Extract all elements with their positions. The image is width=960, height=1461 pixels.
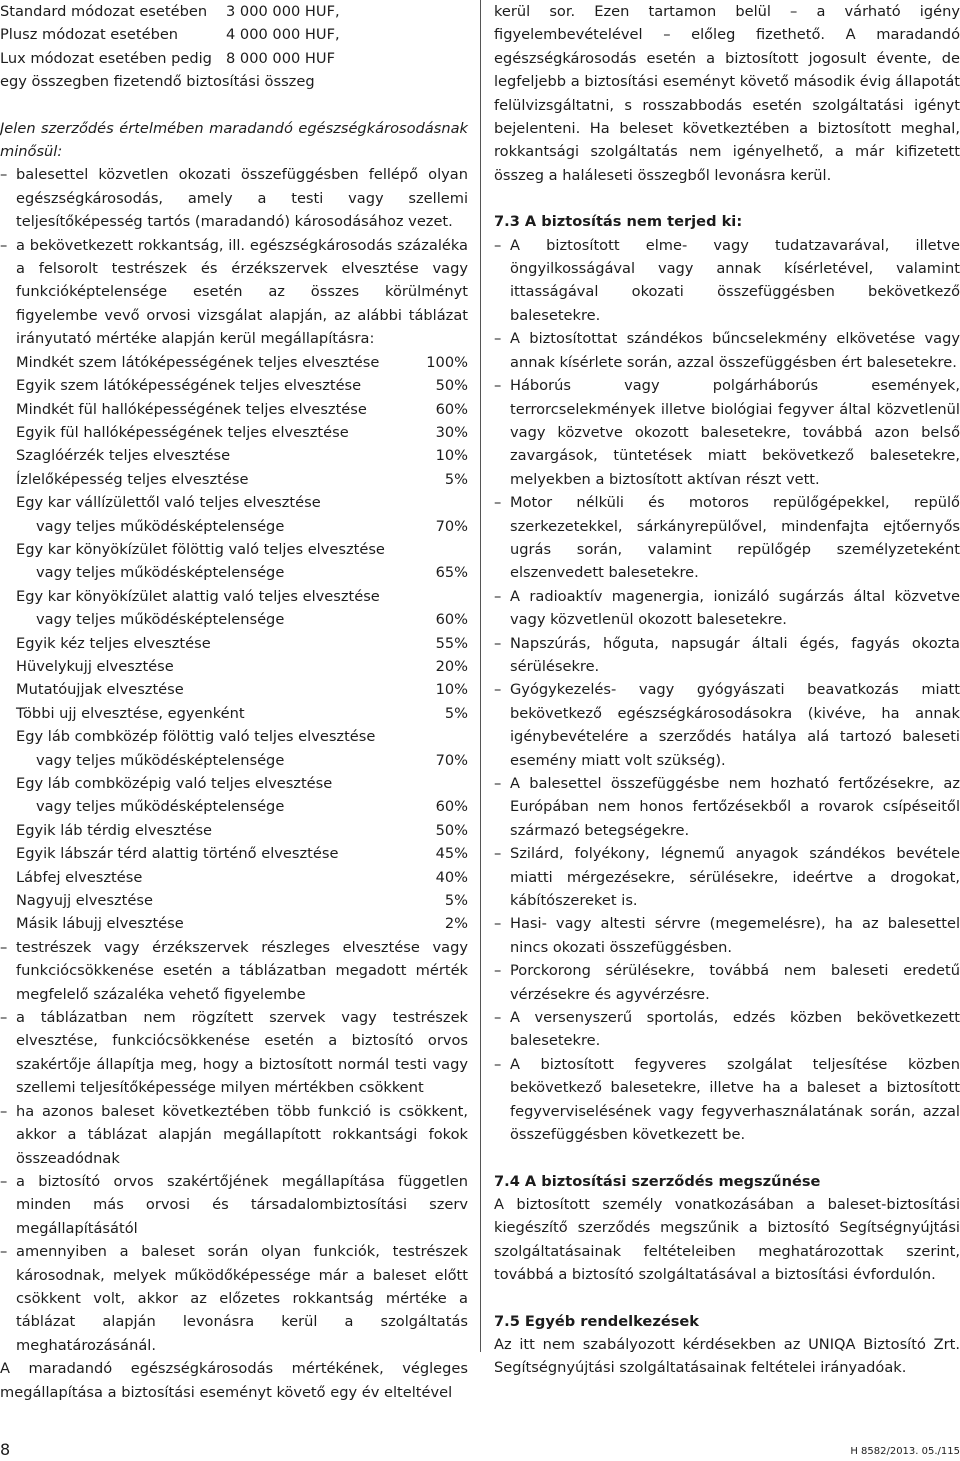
table-row [0,632,468,655]
amount-value: 4 000 000 HUF, [226,26,340,44]
definition-list [0,163,468,350]
table-row [0,795,468,818]
page-number: 8 [0,1440,11,1459]
amount-row [0,0,468,23]
exclusion-item: – A biztosítottat szándékos bűncselekmény elkövetése vagy annak kísérlete során, azzal összefüggésben ért balesetekre. [494,327,960,374]
table-row [0,772,468,795]
right-column [494,0,960,1380]
amount-label: Lux módozat esetében pedig [0,49,212,67]
table-row [0,866,468,889]
table-row [0,608,468,631]
table-row-value: 5% [444,704,468,722]
table-row-value: 5% [444,892,468,910]
table-row-value [408,725,468,748]
table-row-value: 45% [435,845,468,863]
table-row-label: vagy teljes működésképtelensége [36,751,285,769]
table-row [0,725,468,748]
disability-table [0,351,468,936]
exclusion-item: – A balesettel összefüggésbe nem hozható fertőzésekre, az Európában nem honos fertőzésekből a rovarok csípéseitől származó betegségekre. [494,772,960,842]
exclusion-item: – Porckorong sérülésekre, továbbá nem baleseti eredetű vérzésekre és agyvérzésre. [494,959,960,1006]
definition-intro: Jelen szerződés értelmében maradandó egészségkárosodásnak minősül: [0,119,468,161]
table-row-label: vagy teljes működésképtelensége [36,611,285,629]
table-row-label: Egyik lábszár térd alattig történő elvesztése [16,845,339,863]
table-row [0,491,468,514]
table-row-label: Egy kar könyökízület alattig való teljes elvesztése [16,587,380,605]
table-row-value: 60% [435,400,468,418]
table-row [0,912,468,935]
table-row [0,655,468,678]
table-row [0,398,468,421]
exclusion-item: – Napszúrás, hőguta, napsugár általi égés, fagyás okozta sérülésekre. [494,632,960,679]
table-row [0,819,468,842]
table-row [0,374,468,397]
exclusion-item: – A biztosított fegyveres szolgálat teljesítése közben bekövetkező balesetekre, illetve ha a baleset a biztosított fegyverviselésének vagy fegyverhasználatának során, azzal összefüggésben következett be. [494,1053,960,1147]
amount-row [0,23,468,46]
table-row [0,538,468,561]
table-row-label: Ízlelőképesség teljes elvesztése [16,470,249,488]
table-row-label: Mindkét fül hallóképességének teljes elvesztése [16,400,367,418]
amount-note: egy összegben fizetendő biztosítási összeg [0,73,315,91]
table-row-value: 60% [435,611,468,629]
table-row [0,561,468,584]
table-row-label: Egy láb combközépig való teljes elvesztése [16,775,333,792]
exclusion-item: – Szilárd, folyékony, légnemű anyagok szándékos bevétele miatti mérgezésekre, sérülésekre, ideértve a drogokat, kábítószereket is. [494,842,960,912]
table-row-label: Egyik szem látóképességének teljes elvesztése [16,377,362,395]
table-row-value: 70% [435,517,468,535]
rule-item: – a biztosító orvos szakértőjének megállapítása független minden más orvosi és társadalombiztosítási szerv megállapításától [0,1170,468,1240]
exclusion-item: – A versenyszerű sportolás, edzés közben bekövetkezett balesetekre. [494,1006,960,1053]
final-paragraph: A maradandó egészségkárosodás mértékének, végleges megállapítása a biztosítási eseményt követő egy év elteltével [0,1360,468,1401]
exclusion-item: – Gyógykezelés- vagy gyógyászati beavatkozás miatt bekövetkező egészségkárosodásokra (kivéve, ha annak igénybevételére a szerződés hatálya alá tartozó baleseti esemény miatt volt szükség). [494,678,960,772]
table-row-value: 5% [444,470,468,488]
table-row-value: 40% [435,868,468,886]
table-row [0,468,468,491]
table-row [0,702,468,725]
table-row-label: Mutatóujjak elvesztése [16,681,184,699]
rule-item: – a táblázatban nem rögzített szervek vagy testrészek elvesztése, funkciócsökkenése esetén a biztosító orvos szakértője állapítja meg, hogy a biztosított normál testi vagy szellemi teljesítőképessége milyen mértékben csökkent [0,1006,468,1100]
amount-label: Standard módozat esetében [0,3,208,20]
table-row-value: 55% [435,634,468,652]
exclusions-list [494,234,960,1147]
amount-label: Plusz módozat esetében [0,26,179,44]
table-row-label: Nagyujj elvesztése [16,892,153,910]
table-row-value: 65% [435,564,468,582]
definition-item: – balesettel közvetlen okozati összefüggésben fellépő olyan egészségkárosodás, amely a testi vagy szellemi teljesítőképesség tartós (maradandó) károsodásához vezet. [0,163,468,233]
table-row [0,889,468,912]
table-row [0,515,468,538]
section-7-4-title: 7.4 A biztosítási szerződés megszűnése [494,1172,821,1190]
table-row-value: 10% [435,681,468,699]
amount-row [0,47,468,70]
table-row [0,749,468,772]
table-row-label: Egyik láb térdig elvesztése [16,821,213,839]
column-divider [480,0,481,1352]
table-row-label: Szaglóérzék teljes elvesztése [16,447,231,465]
table-row-label: vagy teljes működésképtelensége [36,517,285,535]
exclusion-item: – A biztosított elme- vagy tudatzavarával, illetve öngyilkosságával vagy annak kísérletével, valamint ittasságával okozati összefüggésben bekövetkező balesetekre. [494,234,960,328]
table-row-value: 70% [435,751,468,769]
section-7-4-text: A biztosított személy vonatkozásában a baleset-biztosítási kiegészítő szerződés megszűnik a biztosító Segítségnyújtási szolgáltatásainak feltételeiben meghatározottak szerint, továbbá a biztosító szolgáltatásával a biztosítási évfordulón. [494,1195,960,1284]
table-row [0,421,468,444]
section-7-5-title: 7.5 Egyéb rendelkezések [494,1312,700,1330]
table-row-label: Egy kar vállízülettől való teljes elvesztése [16,494,321,512]
definition-item: – a bekövetkezett rokkantság, ill. egészségkárosodás százaléka a felsorolt testrészek és érzékszervek elvesztése vagy funkcióképtelensége esetén az összes körülményt figyelembe vevő orvosi vizsgálat alapján, az alábbi táblázat irányutató mértéke alapján kerül megállapításra: [0,234,468,351]
table-row-value: 50% [435,821,468,839]
table-row-value [408,491,468,514]
table-row [0,585,468,608]
table-row [0,678,468,701]
document-code: H 8582/2013. 05./115 [850,1446,960,1457]
table-row [0,842,468,865]
table-row-value [408,538,468,561]
table-row-label: Egy láb combközép fölöttig való teljes elvesztése [16,728,376,746]
table-row-label: Többi ujj elvesztése, egyenként [16,704,245,722]
continued-paragraph: kerül sor. Ezen tartamon belül – a várható igény figyelembevételével – előleg fizethető. A maradandó egészségkárosodás esetén a biztosított jogosult évente, de legfeljebb a biztosítási eseményt követő második évig állapotát felülvizsgáltatni, s rosszabbodás esetén szolgáltatási igényt bejelenteni. Ha beleset következtében a biztosított meghal, rokkantsági szolgáltatás nem igényelhető, a már kifizetett összeg a haláleseti összegből levonásra kerül. [494,3,960,184]
table-row-value: 2% [444,915,468,933]
table-row-label: Lábfej elvesztése [16,868,143,886]
table-row-value: 100% [426,353,468,371]
amount-value: 3 000 000 HUF, [226,3,340,20]
table-row-value: 20% [435,657,468,675]
rule-item: – amennyiben a baleset során olyan funkciók, testrészek károsodnak, melyek működőképessége már a baleset előtt csökkent volt, akkor az előzetes rokkantság mértéke a táblázat alapján levonásra kerül a szolgáltatás meghatározásánál. [0,1240,468,1357]
section-7-5-text: Az itt nem szabályozott kérdésekben az UNIQA Biztosító Zrt. Segítségnyújtási szolgáltatásainak feltételei irányadóak. [494,1335,960,1377]
table-row-value [408,772,468,795]
table-row [0,444,468,467]
table-row-label: vagy teljes működésképtelensége [36,798,285,816]
table-row-label: Mindkét szem látóképességének teljes elvesztése [16,353,380,371]
table-row-label: Egy kar könyökízület fölöttig való teljes elvesztése [16,540,385,558]
exclusion-item: – Háborús vagy polgárháborús események, terrorcselekmények illetve biológiai fegyver által közvetlenül vagy közvetve okozott balesetekre, továbbá azon belső zavargások, tüntetések miatt bekövetkező balesetekre, melyekben a biztosított aktívan részt vett. [494,374,960,491]
table-row-value [408,585,468,608]
table-row-label: Másik lábujj elvesztése [16,915,184,933]
amount-value: 8 000 000 HUF [226,49,335,67]
rule-item: – testrészek vagy érzékszervek részleges elvesztése vagy funkciócsökkenése esetén a táblázatban megadott mérték megfelelő százaléka vehető figyelembe [0,936,468,1006]
amounts-list [0,0,468,70]
rule-item: – ha azonos baleset következtében több funkció is csökkent, akkor a táblázat alapján megállapított rokkantsági fokok összeadódnak [0,1100,468,1170]
table-row-value: 10% [435,447,468,465]
exclusion-item: – A radioaktív magenergia, ionizáló sugárzás által közvetve vagy közvetlenül okozott balesetekre. [494,585,960,632]
table-row [0,351,468,374]
table-row-label: vagy teljes működésképtelensége [36,564,285,582]
table-row-value: 60% [435,798,468,816]
left-column [0,0,468,1404]
table-row-value: 30% [435,423,468,441]
table-row-label: Egyik kéz teljes elvesztése [16,634,211,652]
rules-list [0,936,468,1357]
section-7-3-title: 7.3 A biztosítás nem terjed ki: [494,213,743,231]
table-row-label: Egyik fül hallóképességének teljes elvesztése [16,423,349,441]
table-row-value: 50% [435,377,468,395]
exclusion-item: – Motor nélküli és motoros repülőgépekkel, repülő szerkezetekkel, sárkányrepülővel, mindenfajta ejtőernyős ugrás során, valamint repülőgép személyzeteként elszenvedett balesetekre. [494,491,960,585]
exclusion-item: – Hasi- vagy altesti sérvre (megemelésre), ha az balesettel nincs okozati összefüggésben. [494,912,960,959]
table-row-label: Hüvelykujj elvesztése [16,657,174,675]
